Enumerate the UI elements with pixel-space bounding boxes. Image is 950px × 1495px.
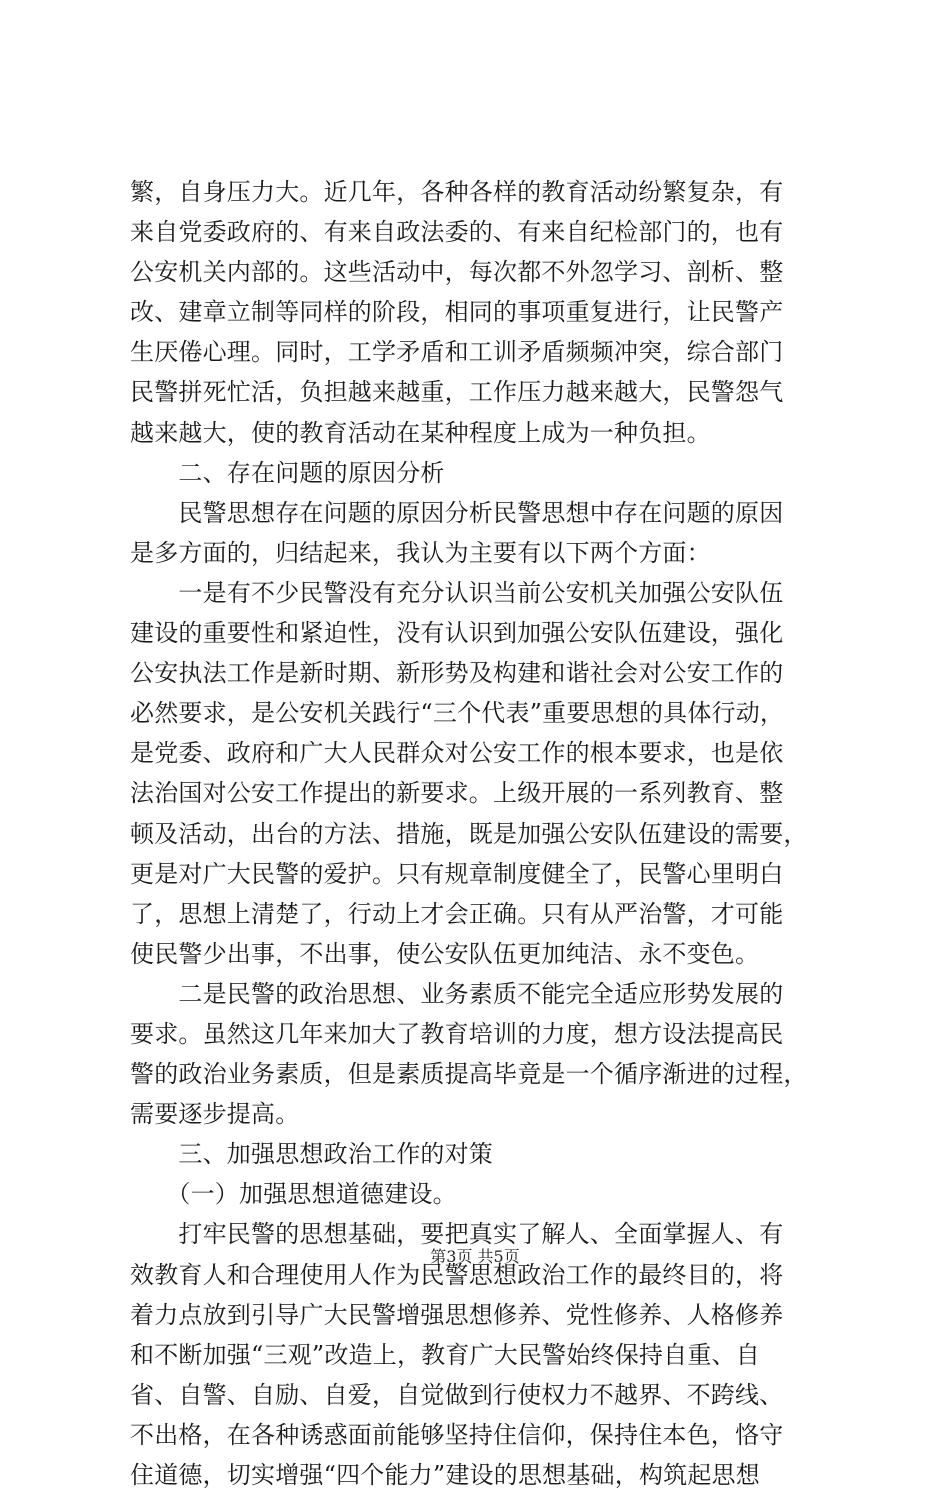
text-line: 公安执法工作是新时期、新形势及构建和谐社会对公安工作的 (130, 659, 784, 688)
page-footer: 第3页 共5页 (430, 1247, 520, 1266)
text-line: 效教育人和合理使用人作为民警思想政治工作的最终目的，将 (130, 1260, 784, 1289)
text-line: 一是有不少民警没有充分认识当前公安机关加强公安队伍 (130, 578, 784, 607)
text-line: 改、建章立制等同样的阶段，相同的事项重复进行，让民警产 (130, 298, 784, 327)
text-line: 三、加强思想政治工作的对策 (130, 1140, 493, 1169)
text-line: 越来越大，使的教育活动在某种程度上成为一种负担。 (130, 418, 711, 447)
text-line: 要求。虽然这几年来加大了教育培训的力度，想方设法提高民 (130, 1019, 784, 1048)
text-line: 不出格，在各种诱惑面前能够坚持住信仰，保持住本色，恪守 (130, 1420, 784, 1449)
text-line: 顿及活动，出台的方法、措施，既是加强公安队伍建设的需要， (130, 819, 808, 848)
text-line: 二是民警的政治思想、业务素质不能完全适应形势发展的 (130, 979, 784, 1008)
text-line: 是党委、政府和广大人民群众对公安工作的根本要求，也是依 (130, 739, 784, 768)
text-line: 公安机关内部的。这些活动中，每次都不外忽学习、剖析、整 (130, 258, 784, 287)
text-line: 需要逐步提高。 (130, 1100, 300, 1129)
text-line: 住道德，切实增强“四个能力”建设的思想基础，构筑起思想 (130, 1461, 760, 1489)
text-line: 民警拼死忙活，负担越来越重，工作压力越来越大，民警怨气 (130, 378, 784, 407)
text-line: 和不断加强“三观”改造上，教育广大民警始终保持自重、自 (130, 1340, 760, 1369)
text-line: 是多方面的，归结起来，我认为主要有以下两个方面： (130, 538, 711, 567)
text-line: 法治国对公安工作提出的新要求。上级开展的一系列教育、整 (130, 779, 784, 808)
text-line: 使民警少出事，不出事，使公安队伍更加纯洁、永不变色。 (130, 939, 760, 968)
text-line: 必然要求，是公安机关践行“三个代表”重要思想的具体行动， (130, 699, 785, 728)
text-line: 来自党委政府的、有来自政法委的、有来自纪检部门的，也有 (130, 218, 784, 247)
text-line: 繁，自身压力大。近几年，各种各样的教育活动纷繁复杂，有 (130, 178, 784, 206)
text-line: 二、存在问题的原因分析 (130, 458, 445, 487)
text-line: 更是对广大民警的爱护。只有规章制度健全了，民警心里明白 (130, 859, 784, 888)
text-line: 了，思想上清楚了，行动上才会正确。只有从严治警，才可能 (130, 899, 784, 928)
text-line: 生厌倦心理。同时，工学矛盾和工训矛盾频频冲突，综合部门 (130, 338, 784, 367)
text-line: （一）加强思想道德建设。 (130, 1180, 457, 1209)
text-line: 打牢民警的思想基础，要把真实了解人、全面掌握人、有 (130, 1220, 784, 1249)
body-text (130, 172, 830, 1495)
text-line: 着力点放到引导广大民警增强思想修养、党性修养、人格修养 (130, 1300, 784, 1329)
text-line: 民警思想存在问题的原因分析民警思想中存在问题的原因 (130, 498, 784, 527)
text-line: 省、自警、自励、自爱，自觉做到行使权力不越界、不跨线、 (130, 1380, 784, 1409)
text-line: 建设的重要性和紧迫性，没有认识到加强公安队伍建设，强化 (130, 619, 784, 648)
text-line: 警的政治业务素质，但是素质提高毕竟是一个循序渐进的过程， (130, 1060, 808, 1089)
